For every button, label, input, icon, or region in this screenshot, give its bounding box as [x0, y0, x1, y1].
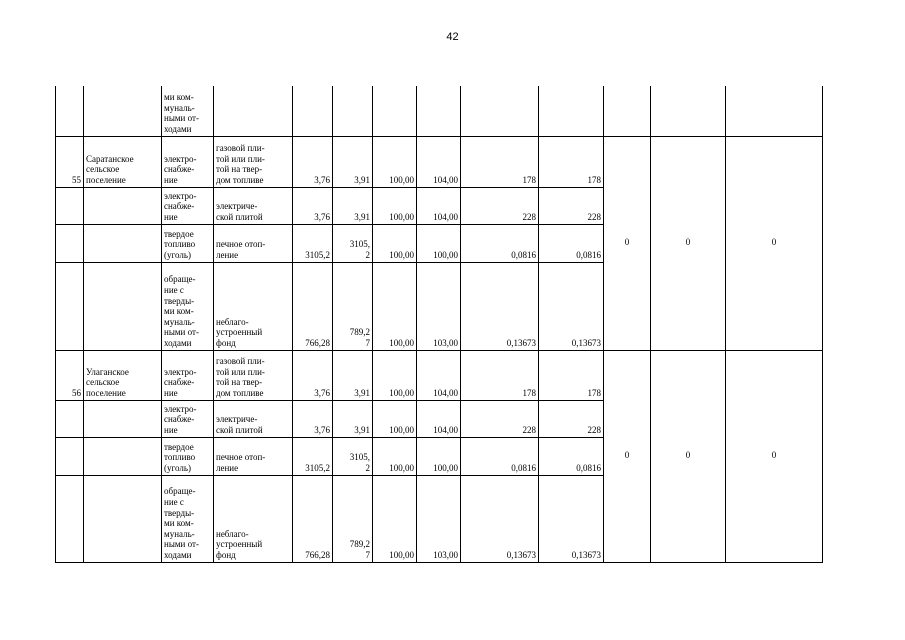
- cell-tariff-2: 3,91: [333, 400, 373, 437]
- cell-num: [56, 475, 84, 562]
- cell-tariff-1: 766,28: [293, 262, 333, 350]
- cell-total-1: 0: [604, 350, 651, 562]
- cell-tariff-2: 3,91: [333, 136, 373, 187]
- cell-percent-2: 100,00: [417, 437, 461, 475]
- cell-tariff-2: 789,2 7: [333, 475, 373, 562]
- cell-tariff-1: [293, 86, 333, 136]
- cell-num: [56, 187, 84, 224]
- cell-tariff-2: 3105, 2: [333, 224, 373, 262]
- cell-total-1: 0: [604, 136, 651, 350]
- cell-norm-2: 0,13673: [539, 475, 604, 562]
- cell-type: неблаго- устроенный фонд: [214, 262, 293, 350]
- cell-num: 55: [56, 136, 84, 187]
- cell-settlement: [84, 224, 162, 262]
- cell-tariff-1: 3,76: [293, 400, 333, 437]
- cell-total-3: [726, 86, 823, 136]
- cell-percent-1: 100,00: [373, 400, 417, 437]
- cell-settlement: Улаганское сельское поселение: [84, 350, 162, 400]
- cell-percent-1: 100,00: [373, 187, 417, 224]
- cell-norm-2: 178: [539, 350, 604, 400]
- cell-percent-2: 104,00: [417, 350, 461, 400]
- cell-settlement: [84, 475, 162, 562]
- cell-type: [214, 86, 293, 136]
- cell-type: электриче- ской плитой: [214, 400, 293, 437]
- cell-tariff-1: 3105,2: [293, 224, 333, 262]
- cell-service: твердое топливо (уголь): [162, 437, 214, 475]
- cell-type: печное отоп- ление: [214, 437, 293, 475]
- cell-norm-1: 228: [461, 187, 539, 224]
- cell-tariff-2: 3,91: [333, 187, 373, 224]
- cell-type: печное отоп- ление: [214, 224, 293, 262]
- cell-total-2: 0: [651, 136, 726, 350]
- cell-percent-1: [373, 86, 417, 136]
- cell-total-1: [604, 86, 651, 136]
- cell-tariff-1: 3,76: [293, 187, 333, 224]
- cell-percent-2: 103,00: [417, 262, 461, 350]
- cell-tariff-1: 3,76: [293, 136, 333, 187]
- cell-percent-1: 100,00: [373, 437, 417, 475]
- cell-num: [56, 224, 84, 262]
- cell-type: неблаго- устроенный фонд: [214, 475, 293, 562]
- cell-settlement: Саратанское сельское поселение: [84, 136, 162, 187]
- cell-norm-2: 228: [539, 187, 604, 224]
- cell-total-3: 0: [726, 350, 823, 562]
- cell-norm-1: 0,13673: [461, 262, 539, 350]
- cell-tariff-1: 766,28: [293, 475, 333, 562]
- cell-norm-1: 228: [461, 400, 539, 437]
- tariff-table: [55, 86, 823, 563]
- cell-settlement: [84, 262, 162, 350]
- table-row: [56, 86, 823, 136]
- cell-type: газовой пли- той или пли- той на твер- дом топливе: [214, 350, 293, 400]
- cell-service: ми ком- муналь- ными от- ходами: [162, 86, 214, 136]
- cell-settlement: [84, 400, 162, 437]
- cell-type: газовой пли- той или пли- той на твер- дом топливе: [214, 136, 293, 187]
- cell-percent-2: 104,00: [417, 187, 461, 224]
- cell-num: [56, 86, 84, 136]
- cell-norm-1: 0,13673: [461, 475, 539, 562]
- cell-settlement: [84, 86, 162, 136]
- cell-tariff-2: 3,91: [333, 350, 373, 400]
- cell-tariff-2: 789,2 7: [333, 262, 373, 350]
- cell-norm-1: 178: [461, 136, 539, 187]
- cell-tariff-2: [333, 86, 373, 136]
- cell-percent-1: 100,00: [373, 136, 417, 187]
- cell-norm-2: 0,13673: [539, 262, 604, 350]
- cell-percent-1: 100,00: [373, 224, 417, 262]
- cell-percent-2: 104,00: [417, 400, 461, 437]
- cell-total-3: 0: [726, 136, 823, 350]
- cell-percent-2: 104,00: [417, 136, 461, 187]
- cell-tariff-2: 3105, 2: [333, 437, 373, 475]
- cell-num: [56, 262, 84, 350]
- cell-settlement: [84, 187, 162, 224]
- table-row: [56, 136, 823, 187]
- cell-norm-2: 228: [539, 400, 604, 437]
- cell-norm-2: 0,0816: [539, 224, 604, 262]
- cell-norm-1: 178: [461, 350, 539, 400]
- cell-percent-2: 103,00: [417, 475, 461, 562]
- cell-service: твердое топливо (уголь): [162, 224, 214, 262]
- cell-tariff-1: 3,76: [293, 350, 333, 400]
- cell-norm-1: 0,0816: [461, 437, 539, 475]
- cell-norm-2: 0,0816: [539, 437, 604, 475]
- cell-percent-1: 100,00: [373, 262, 417, 350]
- cell-num: [56, 400, 84, 437]
- cell-percent-2: [417, 86, 461, 136]
- cell-percent-1: 100,00: [373, 475, 417, 562]
- cell-percent-1: 100,00: [373, 350, 417, 400]
- cell-total-2: [651, 86, 726, 136]
- cell-service: электро- снабже- ние: [162, 400, 214, 437]
- cell-norm-1: 0,0816: [461, 224, 539, 262]
- cell-service: обраще- ние с тверды- ми ком- муналь- ными от- ходами: [162, 475, 214, 562]
- cell-service: электро- снабже- ние: [162, 350, 214, 400]
- cell-num: [56, 437, 84, 475]
- cell-service: электро- снабже- ние: [162, 136, 214, 187]
- cell-num: 56: [56, 350, 84, 400]
- cell-settlement: [84, 437, 162, 475]
- cell-service: обраще- ние с тверды- ми ком- муналь- ными от- ходами: [162, 262, 214, 350]
- cell-norm-1: [461, 86, 539, 136]
- cell-type: электриче- ской плитой: [214, 187, 293, 224]
- cell-norm-2: [539, 86, 604, 136]
- cell-total-2: 0: [651, 350, 726, 562]
- cell-service: электро- снабже- ние: [162, 187, 214, 224]
- cell-percent-2: 100,00: [417, 224, 461, 262]
- cell-norm-2: 178: [539, 136, 604, 187]
- table-row: [56, 350, 823, 400]
- cell-tariff-1: 3105,2: [293, 437, 333, 475]
- page-number: 42: [446, 31, 459, 43]
